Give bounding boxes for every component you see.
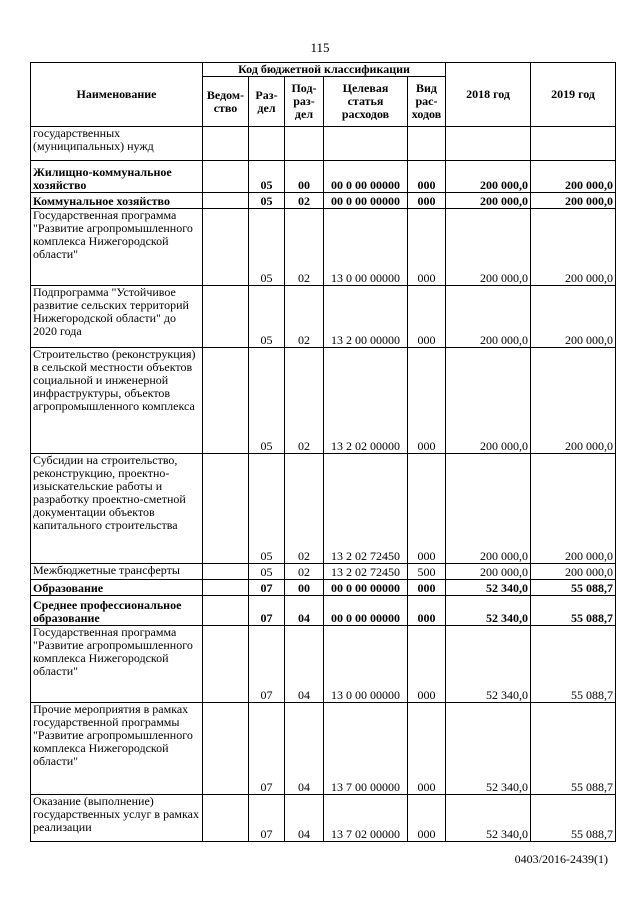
row-name: Коммунальное хозяйство bbox=[31, 193, 203, 209]
table-row bbox=[31, 795, 616, 842]
row-expense-type: 000 bbox=[408, 454, 446, 564]
row-podrazdel: 02 bbox=[285, 286, 324, 348]
header-2019: 2019 год bbox=[531, 63, 616, 127]
row-vedomstvo bbox=[203, 127, 249, 161]
row-razdel: 07 bbox=[249, 795, 285, 842]
row-razdel: 05 bbox=[249, 348, 285, 454]
header-vedomstvo: Ведом-ство bbox=[203, 77, 249, 127]
row-vedomstvo bbox=[203, 193, 249, 209]
row-name: Государственная программа "Развитие агропромышленного комплекса Нижегородской области" bbox=[31, 626, 203, 703]
row-target-article: 13 0 00 00000 bbox=[324, 209, 408, 286]
row-target-article: 00 0 00 00000 bbox=[324, 193, 408, 209]
header-expense-type: Вид рас-ходов bbox=[408, 77, 446, 127]
row-razdel: 05 bbox=[249, 161, 285, 193]
row-vedomstvo bbox=[203, 596, 249, 626]
row-razdel: 05 bbox=[249, 286, 285, 348]
row-expense-type: 000 bbox=[408, 703, 446, 795]
row-vedomstvo bbox=[203, 795, 249, 842]
row-target-article: 13 7 00 00000 bbox=[324, 703, 408, 795]
row-value-2019: 55 088,7 bbox=[531, 703, 616, 795]
row-target-article: 13 0 00 00000 bbox=[324, 626, 408, 703]
row-value-2018: 52 340,0 bbox=[446, 626, 531, 703]
row-value-2018: 200 000,0 bbox=[446, 348, 531, 454]
row-name: Жилищно-коммунальное хозяйство bbox=[31, 161, 203, 193]
row-podrazdel: 04 bbox=[285, 795, 324, 842]
row-value-2018: 200 000,0 bbox=[446, 193, 531, 209]
row-target-article: 00 0 00 00000 bbox=[324, 596, 408, 626]
row-podrazdel: 02 bbox=[285, 209, 324, 286]
row-target-article: 13 7 02 00000 bbox=[324, 795, 408, 842]
row-razdel: 07 bbox=[249, 703, 285, 795]
row-name: Прочие мероприятия в рамках государственной программы "Развитие агропромышленного комплекса Нижегородской области" bbox=[31, 703, 203, 795]
row-podrazdel: 02 bbox=[285, 193, 324, 209]
row-razdel: 07 bbox=[249, 596, 285, 626]
row-expense-type: 000 bbox=[408, 580, 446, 596]
row-vedomstvo bbox=[203, 703, 249, 795]
row-value-2018: 200 000,0 bbox=[446, 454, 531, 564]
row-value-2018: 52 340,0 bbox=[446, 795, 531, 842]
row-name: государственных (муниципальных) нужд bbox=[31, 127, 203, 161]
row-target-article: 13 2 02 00000 bbox=[324, 348, 408, 454]
row-expense-type: 000 bbox=[408, 596, 446, 626]
row-expense-type: 000 bbox=[408, 348, 446, 454]
row-value-2019: 200 000,0 bbox=[531, 348, 616, 454]
header-budget-code-group: Код бюджетной классификации bbox=[203, 63, 446, 77]
row-podrazdel: 02 bbox=[285, 348, 324, 454]
row-vedomstvo bbox=[203, 209, 249, 286]
row-name: Среднее профессиональное образование bbox=[31, 596, 203, 626]
row-value-2019 bbox=[531, 127, 616, 161]
row-value-2018: 200 000,0 bbox=[446, 161, 531, 193]
row-expense-type: 500 bbox=[408, 564, 446, 580]
row-value-2018: 200 000,0 bbox=[446, 286, 531, 348]
document-code: 0403/2016-2439(1) bbox=[514, 852, 608, 866]
row-value-2018: 52 340,0 bbox=[446, 580, 531, 596]
row-razdel: 07 bbox=[249, 626, 285, 703]
table-row bbox=[31, 564, 616, 580]
row-vedomstvo bbox=[203, 286, 249, 348]
row-podrazdel: 00 bbox=[285, 161, 324, 193]
row-name: Строительство (реконструкция) в сельской местности объектов социальной и инженерной инфраструктуры, объектов агропромышленного комплекса bbox=[31, 348, 203, 454]
row-value-2018: 52 340,0 bbox=[446, 596, 531, 626]
row-value-2019: 200 000,0 bbox=[531, 286, 616, 348]
row-value-2019: 200 000,0 bbox=[531, 454, 616, 564]
row-vedomstvo bbox=[203, 626, 249, 703]
table-row bbox=[31, 127, 616, 161]
row-value-2019: 200 000,0 bbox=[531, 564, 616, 580]
row-expense-type: 000 bbox=[408, 209, 446, 286]
row-target-article: 00 0 00 00000 bbox=[324, 580, 408, 596]
row-podrazdel: 04 bbox=[285, 703, 324, 795]
table-row bbox=[31, 161, 616, 193]
row-vedomstvo bbox=[203, 161, 249, 193]
row-value-2019: 200 000,0 bbox=[531, 209, 616, 286]
row-podrazdel: 04 bbox=[285, 596, 324, 626]
row-expense-type: 000 bbox=[408, 193, 446, 209]
row-expense-type bbox=[408, 127, 446, 161]
row-name: Государственная программа "Развитие агропромышленного комплекса Нижегородской области" bbox=[31, 209, 203, 286]
row-expense-type: 000 bbox=[408, 795, 446, 842]
header-name: Наименование bbox=[31, 63, 203, 127]
row-podrazdel: 02 bbox=[285, 564, 324, 580]
row-razdel: 05 bbox=[249, 209, 285, 286]
row-name: Подпрограмма "Устойчивое развитие сельских территорий Нижегородской области" до 2020 года bbox=[31, 286, 203, 348]
row-value-2019: 55 088,7 bbox=[531, 596, 616, 626]
row-expense-type: 000 bbox=[408, 626, 446, 703]
row-podrazdel bbox=[285, 127, 324, 161]
table-row bbox=[31, 348, 616, 454]
budget-table bbox=[30, 62, 616, 842]
header-target-article: Целевая статья расходов bbox=[324, 77, 408, 127]
row-vedomstvo bbox=[203, 580, 249, 596]
row-target-article: 13 2 00 00000 bbox=[324, 286, 408, 348]
row-razdel: 05 bbox=[249, 454, 285, 564]
row-value-2018: 200 000,0 bbox=[446, 564, 531, 580]
table-row bbox=[31, 286, 616, 348]
table-row bbox=[31, 626, 616, 703]
row-vedomstvo bbox=[203, 564, 249, 580]
table-row bbox=[31, 454, 616, 564]
row-target-article: 13 2 02 72450 bbox=[324, 564, 408, 580]
row-razdel: 05 bbox=[249, 193, 285, 209]
row-podrazdel: 04 bbox=[285, 626, 324, 703]
row-value-2019: 200 000,0 bbox=[531, 161, 616, 193]
row-value-2019: 55 088,7 bbox=[531, 795, 616, 842]
table-row bbox=[31, 596, 616, 626]
row-expense-type: 000 bbox=[408, 161, 446, 193]
table-row bbox=[31, 193, 616, 209]
row-podrazdel: 02 bbox=[285, 454, 324, 564]
row-vedomstvo bbox=[203, 348, 249, 454]
row-razdel bbox=[249, 127, 285, 161]
row-value-2018: 52 340,0 bbox=[446, 703, 531, 795]
row-value-2018: 200 000,0 bbox=[446, 209, 531, 286]
row-value-2019: 200 000,0 bbox=[531, 193, 616, 209]
header-2018: 2018 год bbox=[446, 63, 531, 127]
row-razdel: 05 bbox=[249, 564, 285, 580]
header-podrazdel: Под-раз-дел bbox=[285, 77, 324, 127]
row-target-article bbox=[324, 127, 408, 161]
row-value-2019: 55 088,7 bbox=[531, 626, 616, 703]
row-target-article: 00 0 00 00000 bbox=[324, 161, 408, 193]
row-name: Межбюджетные трансферты bbox=[31, 564, 203, 580]
table-row bbox=[31, 209, 616, 286]
row-value-2018 bbox=[446, 127, 531, 161]
row-name: Субсидии на строительство, реконструкцию, проектно-изыскательские работы и разработку проектно-сметной документации объектов капитального строительства bbox=[31, 454, 203, 564]
table-row bbox=[31, 580, 616, 596]
row-name: Образование bbox=[31, 580, 203, 596]
row-podrazdel: 00 bbox=[285, 580, 324, 596]
page-number: 115 bbox=[310, 40, 330, 55]
row-razdel: 07 bbox=[249, 580, 285, 596]
row-target-article: 13 2 02 72450 bbox=[324, 454, 408, 564]
table-row bbox=[31, 703, 616, 795]
row-expense-type: 000 bbox=[408, 286, 446, 348]
header-razdel: Раз-дел bbox=[249, 77, 285, 127]
row-vedomstvo bbox=[203, 454, 249, 564]
row-value-2019: 55 088,7 bbox=[531, 580, 616, 596]
row-name: Оказание (выполнение) государственных услуг в рамках реализации bbox=[31, 795, 203, 842]
